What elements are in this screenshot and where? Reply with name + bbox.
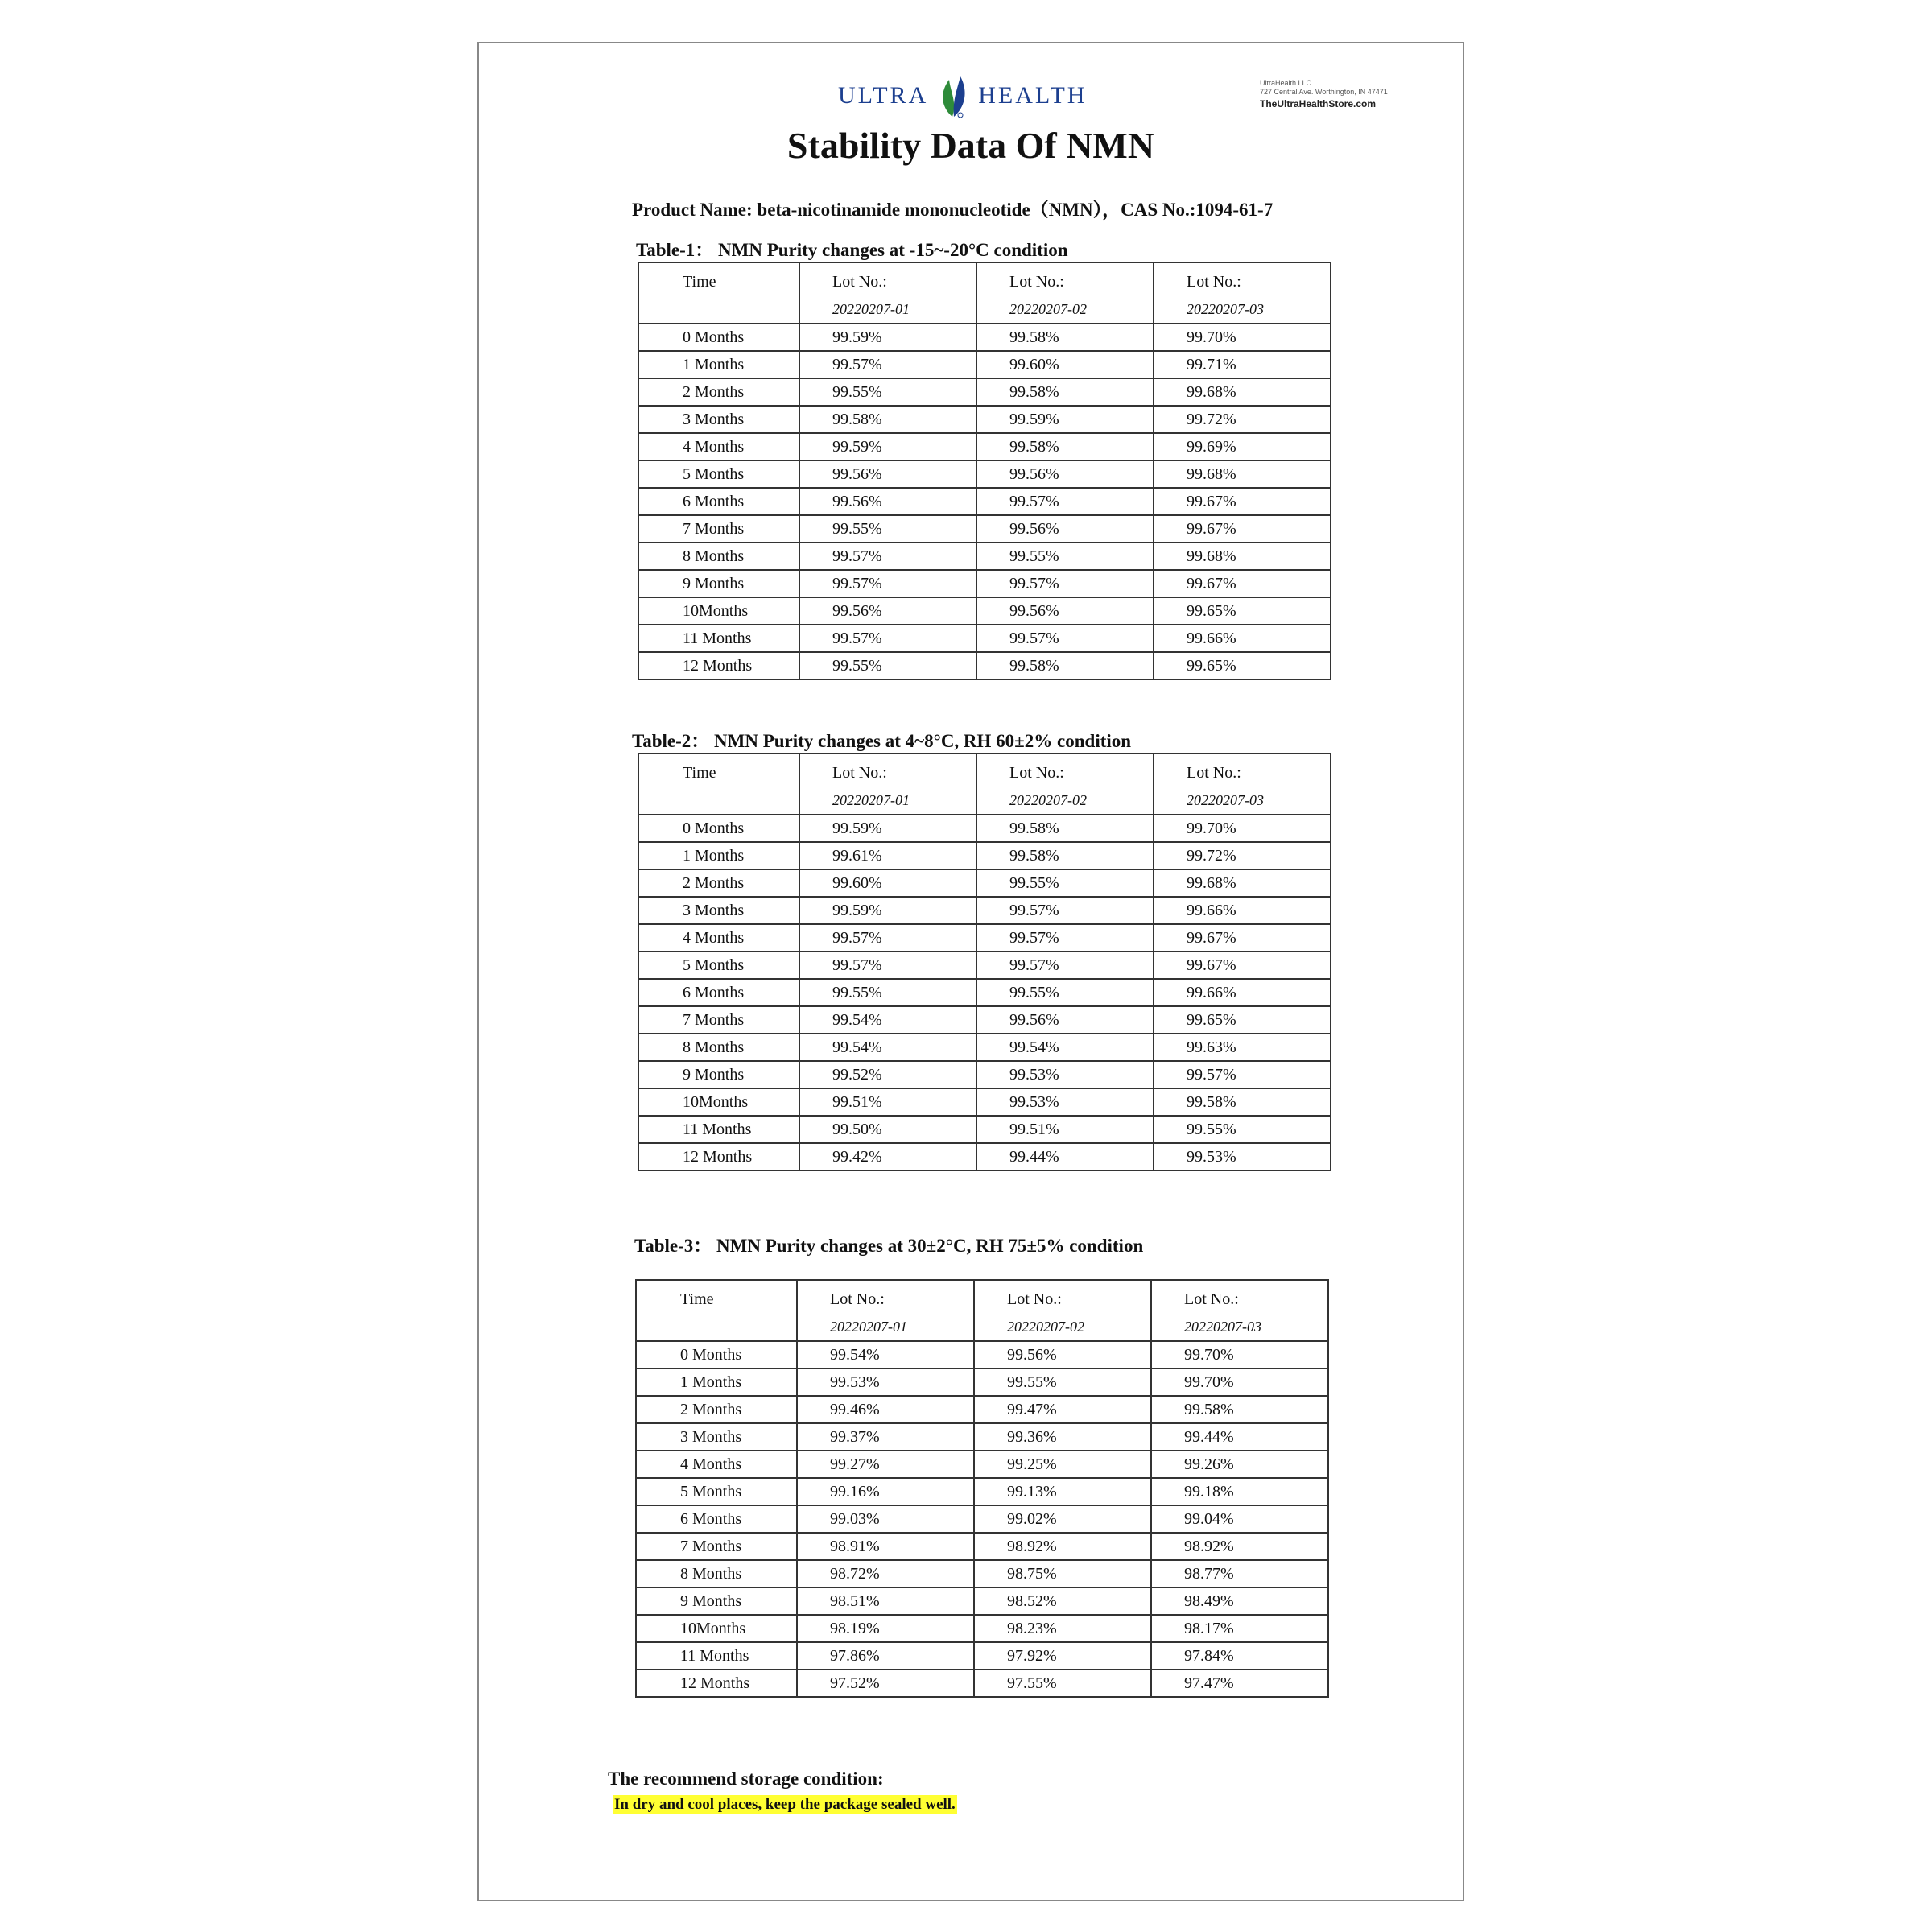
table-row xyxy=(638,1088,1331,1116)
time-cell: 12 Months xyxy=(638,1143,799,1170)
purity-cell: 99.57% xyxy=(799,625,976,652)
purity-cell: 99.13% xyxy=(974,1478,1151,1505)
table-row xyxy=(638,351,1331,378)
purity-cell: 99.55% xyxy=(976,869,1154,897)
purity-cell: 99.63% xyxy=(1154,1034,1331,1061)
time-cell: 8 Months xyxy=(638,543,799,570)
purity-cell: 99.70% xyxy=(1154,815,1331,842)
lot-number: 20220207-03 xyxy=(1187,792,1264,808)
table-row xyxy=(638,952,1331,979)
purity-cell: 99.51% xyxy=(799,1088,976,1116)
purity-cell: 98.23% xyxy=(974,1615,1151,1642)
time-cell: 9 Months xyxy=(638,570,799,597)
purity-cell: 99.58% xyxy=(799,406,976,433)
purity-cell: 99.54% xyxy=(797,1341,974,1368)
purity-cell: 98.51% xyxy=(797,1587,974,1615)
purity-cell: 99.26% xyxy=(1151,1451,1328,1478)
purity-cell: 99.69% xyxy=(1154,433,1331,460)
lot-header xyxy=(976,753,1154,815)
time-cell: 2 Months xyxy=(638,378,799,406)
purity-cell: 99.70% xyxy=(1151,1368,1328,1396)
purity-cell: 99.54% xyxy=(799,1034,976,1061)
time-cell: 2 Months xyxy=(638,869,799,897)
time-cell: 6 Months xyxy=(638,488,799,515)
table-row xyxy=(636,1341,1328,1368)
purity-cell: 99.58% xyxy=(976,324,1154,351)
purity-cell: 99.53% xyxy=(976,1061,1154,1088)
purity-cell: 99.04% xyxy=(1151,1505,1328,1533)
time-cell: 7 Months xyxy=(636,1533,797,1560)
purity-cell: 99.67% xyxy=(1154,570,1331,597)
purity-cell: 99.66% xyxy=(1154,897,1331,924)
table-row xyxy=(638,1006,1331,1034)
table-row xyxy=(636,1478,1328,1505)
time-cell: 10Months xyxy=(636,1615,797,1642)
lot-label: Lot No.: xyxy=(832,764,887,782)
purity-cell: 98.72% xyxy=(797,1560,974,1587)
time-header: Time xyxy=(638,753,799,815)
purity-cell: 99.02% xyxy=(974,1505,1151,1533)
purity-cell: 99.55% xyxy=(976,543,1154,570)
time-cell: 1 Months xyxy=(636,1368,797,1396)
purity-cell: 99.57% xyxy=(1154,1061,1331,1088)
table-row xyxy=(636,1587,1328,1615)
purity-cell: 99.66% xyxy=(1154,979,1331,1006)
company-website: TheUltraHealthStore.com xyxy=(1260,98,1377,109)
time-cell: 4 Months xyxy=(636,1451,797,1478)
purity-cell: 99.57% xyxy=(799,351,976,378)
purity-cell: 98.19% xyxy=(797,1615,974,1642)
purity-cell: 99.54% xyxy=(976,1034,1154,1061)
lot-label: Lot No.: xyxy=(1187,764,1241,782)
purity-cell: 99.56% xyxy=(799,460,976,488)
table-row xyxy=(638,460,1331,488)
time-cell: 9 Months xyxy=(636,1587,797,1615)
purity-cell: 99.51% xyxy=(976,1116,1154,1143)
table-row xyxy=(636,1505,1328,1533)
purity-cell: 99.59% xyxy=(799,324,976,351)
purity-cell: 99.57% xyxy=(976,488,1154,515)
time-cell: 9 Months xyxy=(638,1061,799,1088)
table-header-row xyxy=(638,753,1331,815)
purity-cell: 99.68% xyxy=(1154,378,1331,406)
purity-cell: 99.67% xyxy=(1154,924,1331,952)
purity-cell: 98.75% xyxy=(974,1560,1151,1587)
purity-cell: 99.60% xyxy=(799,869,976,897)
table-row xyxy=(636,1615,1328,1642)
purity-cell: 99.68% xyxy=(1154,543,1331,570)
purity-cell: 99.53% xyxy=(976,1088,1154,1116)
lot-header xyxy=(799,262,976,324)
table-row xyxy=(636,1396,1328,1423)
purity-cell: 99.67% xyxy=(1154,488,1331,515)
company-address: 727 Central Ave. Worthington, IN 47471 xyxy=(1260,88,1388,96)
time-cell: 12 Months xyxy=(638,652,799,679)
table-row xyxy=(638,625,1331,652)
purity-cell: 99.57% xyxy=(976,897,1154,924)
purity-cell: 99.58% xyxy=(1154,1088,1331,1116)
table-header-row xyxy=(636,1280,1328,1341)
time-cell: 5 Months xyxy=(638,460,799,488)
purity-cell: 97.84% xyxy=(1151,1642,1328,1670)
time-cell: 7 Months xyxy=(638,1006,799,1034)
page-title: Stability Data Of NMN xyxy=(786,125,1155,166)
stability-table-1 xyxy=(638,262,1331,680)
purity-cell: 99.54% xyxy=(799,1006,976,1034)
purity-cell: 98.17% xyxy=(1151,1615,1328,1642)
time-header: Time xyxy=(638,262,799,324)
purity-cell: 99.68% xyxy=(1154,460,1331,488)
lot-number: 20220207-02 xyxy=(1007,1319,1084,1335)
lot-label: Lot No.: xyxy=(1009,764,1064,782)
purity-cell: 99.55% xyxy=(974,1368,1151,1396)
purity-cell: 99.67% xyxy=(1154,952,1331,979)
purity-cell: 99.57% xyxy=(976,924,1154,952)
purity-cell: 99.57% xyxy=(799,952,976,979)
purity-cell: 99.37% xyxy=(797,1423,974,1451)
purity-cell: 98.91% xyxy=(797,1533,974,1560)
time-cell: 12 Months xyxy=(636,1670,797,1697)
purity-cell: 99.58% xyxy=(1151,1396,1328,1423)
time-cell: 4 Months xyxy=(638,924,799,952)
purity-cell: 99.60% xyxy=(976,351,1154,378)
lot-label: Lot No.: xyxy=(1009,273,1064,291)
logo-text-ultra: ULTRA xyxy=(838,82,929,109)
purity-cell: 99.44% xyxy=(1151,1423,1328,1451)
table-row xyxy=(636,1642,1328,1670)
table-row xyxy=(638,1143,1331,1170)
document-page xyxy=(477,42,1464,1901)
purity-cell: 99.70% xyxy=(1154,324,1331,351)
purity-cell: 97.52% xyxy=(797,1670,974,1697)
purity-cell: 99.59% xyxy=(799,433,976,460)
lot-header xyxy=(974,1280,1151,1341)
time-cell: 8 Months xyxy=(636,1560,797,1587)
purity-cell: 99.59% xyxy=(799,815,976,842)
leaf-icon xyxy=(933,72,973,120)
purity-cell: 99.56% xyxy=(976,597,1154,625)
table-row xyxy=(638,979,1331,1006)
table-row xyxy=(638,406,1331,433)
table-row xyxy=(636,1533,1328,1560)
purity-cell: 98.92% xyxy=(974,1533,1151,1560)
purity-cell: 99.55% xyxy=(799,652,976,679)
storage-title: The recommend storage condition: xyxy=(608,1769,884,1789)
purity-cell: 99.56% xyxy=(976,460,1154,488)
purity-cell: 99.72% xyxy=(1154,842,1331,869)
purity-cell: 98.52% xyxy=(974,1587,1151,1615)
table-row xyxy=(638,1061,1331,1088)
lot-header xyxy=(1154,262,1331,324)
purity-cell: 99.55% xyxy=(799,378,976,406)
table-row xyxy=(638,570,1331,597)
purity-cell: 99.25% xyxy=(974,1451,1151,1478)
table-row xyxy=(636,1423,1328,1451)
purity-cell: 99.52% xyxy=(799,1061,976,1088)
purity-cell: 98.77% xyxy=(1151,1560,1328,1587)
purity-cell: 99.59% xyxy=(976,406,1154,433)
logo-text-health: HEALTH xyxy=(978,82,1088,109)
time-cell: 3 Months xyxy=(638,897,799,924)
table-2-caption: Table-2： NMN Purity changes at 4~8°C, RH 60±2% condition xyxy=(632,731,1132,751)
purity-cell: 99.36% xyxy=(974,1423,1151,1451)
time-cell: 11 Months xyxy=(638,1116,799,1143)
lot-header xyxy=(976,262,1154,324)
purity-cell: 97.55% xyxy=(974,1670,1151,1697)
purity-cell: 99.56% xyxy=(799,488,976,515)
purity-cell: 99.57% xyxy=(976,625,1154,652)
lot-header xyxy=(797,1280,974,1341)
lot-label: Lot No.: xyxy=(1007,1290,1062,1308)
product-line: Product Name: beta-nicotinamide mononucleotide（NMN），CAS No.:1094-61-7 xyxy=(632,200,1274,220)
purity-cell: 97.86% xyxy=(797,1642,974,1670)
purity-cell: 99.56% xyxy=(974,1341,1151,1368)
time-cell: 1 Months xyxy=(638,842,799,869)
time-cell: 2 Months xyxy=(636,1396,797,1423)
purity-cell: 99.55% xyxy=(1154,1116,1331,1143)
table-row xyxy=(638,1034,1331,1061)
lot-label: Lot No.: xyxy=(1184,1290,1239,1308)
purity-cell: 99.18% xyxy=(1151,1478,1328,1505)
purity-cell: 99.58% xyxy=(976,842,1154,869)
lot-number: 20220207-03 xyxy=(1187,301,1264,317)
company-name: UltraHealth LLC. xyxy=(1260,79,1314,87)
lot-number: 20220207-01 xyxy=(832,792,910,808)
time-cell: 11 Months xyxy=(638,625,799,652)
time-cell: 4 Months xyxy=(638,433,799,460)
purity-cell: 97.92% xyxy=(974,1642,1151,1670)
table-row xyxy=(638,433,1331,460)
time-cell: 0 Months xyxy=(638,815,799,842)
lot-label: Lot No.: xyxy=(830,1290,885,1308)
lot-header xyxy=(1151,1280,1328,1341)
time-cell: 7 Months xyxy=(638,515,799,543)
time-cell: 3 Months xyxy=(638,406,799,433)
time-cell: 3 Months xyxy=(636,1423,797,1451)
table-row xyxy=(638,543,1331,570)
table-1-caption: Table-1： NMN Purity changes at -15~-20°C condition xyxy=(636,240,1068,260)
table-row xyxy=(636,1451,1328,1478)
purity-cell: 99.58% xyxy=(976,815,1154,842)
lot-label: Lot No.: xyxy=(832,273,887,291)
stability-table-3 xyxy=(635,1279,1329,1698)
table-3-caption: Table-3： NMN Purity changes at 30±2°C, RH 75±5% condition xyxy=(634,1236,1144,1256)
table-row xyxy=(638,515,1331,543)
purity-cell: 99.27% xyxy=(797,1451,974,1478)
time-cell: 8 Months xyxy=(638,1034,799,1061)
purity-cell: 99.70% xyxy=(1151,1341,1328,1368)
purity-cell: 99.65% xyxy=(1154,1006,1331,1034)
purity-cell: 99.56% xyxy=(976,515,1154,543)
purity-cell: 99.46% xyxy=(797,1396,974,1423)
purity-cell: 99.42% xyxy=(799,1143,976,1170)
purity-cell: 99.58% xyxy=(976,652,1154,679)
lot-number: 20220207-02 xyxy=(1009,792,1087,808)
purity-cell: 99.57% xyxy=(799,543,976,570)
purity-cell: 99.55% xyxy=(976,979,1154,1006)
table-header-row xyxy=(638,262,1331,324)
time-cell: 11 Months xyxy=(636,1642,797,1670)
time-cell: 0 Months xyxy=(636,1341,797,1368)
table-row xyxy=(636,1670,1328,1697)
table-row xyxy=(638,869,1331,897)
time-header: Time xyxy=(636,1280,797,1341)
purity-cell: 99.56% xyxy=(976,1006,1154,1034)
lot-number: 20220207-01 xyxy=(832,301,910,317)
purity-cell: 99.61% xyxy=(799,842,976,869)
purity-cell: 99.53% xyxy=(1154,1143,1331,1170)
purity-cell: 99.58% xyxy=(976,433,1154,460)
table-row xyxy=(638,842,1331,869)
time-cell: 5 Months xyxy=(636,1478,797,1505)
time-cell: 5 Months xyxy=(638,952,799,979)
table-row xyxy=(638,324,1331,351)
table-row xyxy=(638,1116,1331,1143)
purity-cell: 99.55% xyxy=(799,979,976,1006)
table-row xyxy=(638,897,1331,924)
purity-cell: 99.47% xyxy=(974,1396,1151,1423)
table-row xyxy=(638,815,1331,842)
purity-cell: 99.44% xyxy=(976,1143,1154,1170)
table-row xyxy=(638,652,1331,679)
purity-cell: 99.57% xyxy=(799,570,976,597)
purity-cell: 99.56% xyxy=(799,597,976,625)
table-row xyxy=(638,924,1331,952)
time-cell: 6 Months xyxy=(638,979,799,1006)
purity-cell: 99.72% xyxy=(1154,406,1331,433)
purity-cell: 98.92% xyxy=(1151,1533,1328,1560)
table-row xyxy=(636,1560,1328,1587)
table-row xyxy=(636,1368,1328,1396)
purity-cell: 99.59% xyxy=(799,897,976,924)
lot-number: 20220207-03 xyxy=(1184,1319,1261,1335)
time-cell: 6 Months xyxy=(636,1505,797,1533)
purity-cell: 99.03% xyxy=(797,1505,974,1533)
purity-cell: 99.57% xyxy=(976,570,1154,597)
time-cell: 10Months xyxy=(638,597,799,625)
table-row xyxy=(638,378,1331,406)
purity-cell: 99.67% xyxy=(1154,515,1331,543)
purity-cell: 99.57% xyxy=(799,924,976,952)
purity-cell: 99.57% xyxy=(976,952,1154,979)
table-row xyxy=(638,597,1331,625)
purity-cell: 99.71% xyxy=(1154,351,1331,378)
purity-cell: 99.53% xyxy=(797,1368,974,1396)
purity-cell: 99.66% xyxy=(1154,625,1331,652)
time-cell: 0 Months xyxy=(638,324,799,351)
ultra-health-logo xyxy=(838,68,1087,124)
lot-number: 20220207-01 xyxy=(830,1319,907,1335)
company-info xyxy=(1260,79,1388,109)
lot-label: Lot No.: xyxy=(1187,273,1241,291)
purity-cell: 99.68% xyxy=(1154,869,1331,897)
storage-note: In dry and cool places, keep the package sealed well. xyxy=(614,1796,956,1813)
table-row xyxy=(638,488,1331,515)
purity-cell: 99.55% xyxy=(799,515,976,543)
purity-cell: 97.47% xyxy=(1151,1670,1328,1697)
purity-cell: 99.50% xyxy=(799,1116,976,1143)
stability-table-2 xyxy=(638,753,1331,1171)
time-cell: 1 Months xyxy=(638,351,799,378)
lot-header xyxy=(799,753,976,815)
lot-header xyxy=(1154,753,1331,815)
time-cell: 10Months xyxy=(638,1088,799,1116)
purity-cell: 99.65% xyxy=(1154,652,1331,679)
purity-cell: 99.58% xyxy=(976,378,1154,406)
purity-cell: 99.16% xyxy=(797,1478,974,1505)
lot-number: 20220207-02 xyxy=(1009,301,1087,317)
purity-cell: 98.49% xyxy=(1151,1587,1328,1615)
purity-cell: 99.65% xyxy=(1154,597,1331,625)
